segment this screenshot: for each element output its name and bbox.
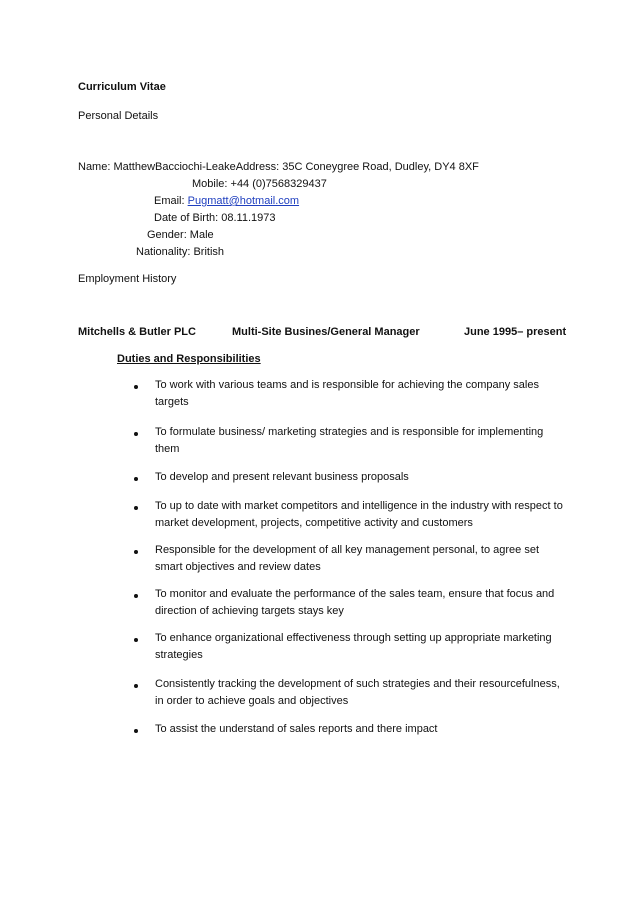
employment-history-heading: Employment History	[78, 273, 177, 285]
bullet-icon	[134, 638, 138, 642]
duty-text: To enhance organizational effectiveness through setting up appropriate marketing strategies	[155, 632, 552, 661]
duty-text: To develop and present relevant business proposals	[155, 471, 409, 483]
gender-line: Gender: Male	[147, 229, 214, 241]
duties-heading: Duties and Responsibilities	[117, 353, 261, 365]
duty-text: Consistently tracking the development of such strategies and their resourcefulness, in order to achieve goals and objectives	[155, 678, 560, 707]
nationality-line: Nationality: British	[136, 246, 225, 258]
personal-details-heading: Personal Details	[78, 110, 159, 122]
email-label: Email:	[154, 195, 188, 207]
duty-text: Responsible for the development of all key management personal, to agree set smart objectives and review dates	[155, 544, 540, 573]
bullet-icon	[134, 550, 138, 554]
bullet-icon	[134, 385, 138, 389]
employer-name: Mitchells & Butler PLC	[78, 326, 196, 338]
bullet-icon	[134, 729, 138, 733]
duty-text: To monitor and evaluate the performance of the sales team, ensure that focus and direction of achieving targets stays key	[155, 588, 555, 617]
dob-line: Date of Birth: 08.11.1973	[154, 212, 276, 224]
bullet-icon	[134, 477, 138, 481]
duty-text: To work with various teams and is responsible for achieving the company sales targets	[155, 379, 539, 408]
bullet-icon	[134, 432, 138, 436]
duty-text: To formulate business/ marketing strategies and is responsible for implementing them	[155, 426, 544, 455]
email-link[interactable]: Pugmatt@hotmail.com	[187, 195, 300, 207]
mobile-line: Mobile: +44 (0)7568329437	[192, 178, 327, 190]
duty-text: To assist the understand of sales reports and there impact	[155, 723, 438, 735]
email-line	[154, 194, 299, 208]
bullet-icon	[134, 684, 138, 688]
bullet-icon	[134, 506, 138, 510]
duty-text: To up to date with market competitors and intelligence in the industry with respect to market development, projects, competitive activity and customers	[155, 500, 563, 529]
job-role: Multi-Site Busines/General Manager	[232, 326, 420, 338]
job-dates: June 1995– present	[464, 326, 567, 338]
cv-title: Curriculum Vitae	[78, 81, 166, 93]
name-address-line: Name: MatthewBacciochi-LeakeAddress: 35C Coneygree Road, Dudley, DY4 8XF	[78, 161, 479, 173]
bullet-icon	[134, 594, 138, 598]
